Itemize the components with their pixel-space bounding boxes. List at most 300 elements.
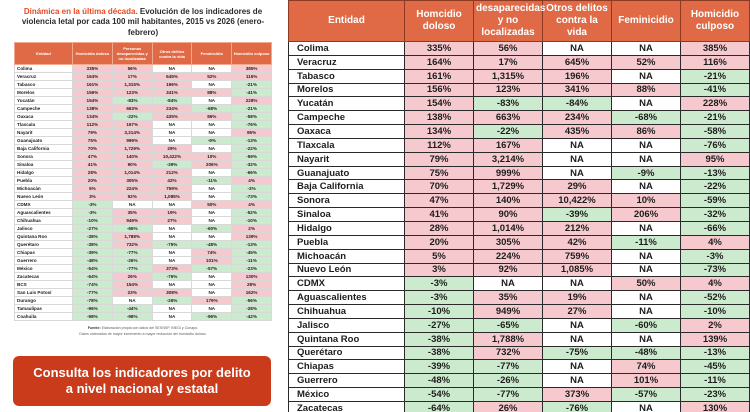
- column-header: Homicidio culposo: [681, 1, 750, 42]
- value-cell: -98%: [112, 313, 152, 321]
- entity-cell: San Luis Potosí: [15, 289, 73, 297]
- value-cell: NA: [192, 217, 232, 225]
- table-row: [15, 233, 272, 241]
- entity-cell: Oaxaca: [15, 113, 73, 121]
- value-cell: 52%: [612, 55, 681, 69]
- value-cell: 123%: [474, 83, 543, 97]
- value-cell: 101%: [192, 257, 232, 265]
- value-cell: 95%: [681, 152, 750, 166]
- value-cell: 732%: [474, 346, 543, 360]
- entity-cell: Querétaro: [15, 241, 73, 249]
- value-cell: 47%: [73, 153, 113, 161]
- entity-cell: Quintana Roo: [15, 233, 73, 241]
- table-row: [15, 105, 272, 113]
- value-cell: 154%: [73, 97, 113, 105]
- table-row: [289, 83, 750, 97]
- table-row: [15, 225, 272, 233]
- value-cell: -26%: [474, 374, 543, 388]
- value-cell: 949%: [474, 305, 543, 319]
- value-cell: 10%: [612, 194, 681, 208]
- value-cell: 88%: [192, 89, 232, 97]
- table-row: [289, 55, 750, 69]
- value-cell: -3%: [73, 201, 113, 209]
- value-cell: 92%: [112, 193, 152, 201]
- value-cell: 5%: [73, 185, 113, 193]
- value-cell: -77%: [112, 249, 152, 257]
- value-cell: 1,315%: [474, 69, 543, 83]
- value-cell: NA: [192, 273, 232, 281]
- table-row: [289, 42, 750, 56]
- value-cell: -64%: [73, 273, 113, 281]
- value-cell: 28%: [232, 281, 272, 289]
- value-cell: -13%: [681, 346, 750, 360]
- table-row: [15, 201, 272, 209]
- value-cell: 179%: [192, 297, 232, 305]
- value-cell: 112%: [405, 138, 474, 152]
- entity-cell: Hidalgo: [289, 221, 405, 235]
- value-cell: NA: [474, 277, 543, 291]
- value-cell: 79%: [405, 152, 474, 166]
- value-cell: 2%: [681, 318, 750, 332]
- value-cell: 23%: [112, 289, 152, 297]
- value-cell: -83%: [112, 97, 152, 105]
- value-cell: 26%: [474, 401, 543, 412]
- value-cell: -22%: [232, 145, 272, 153]
- table-row: [15, 193, 272, 201]
- value-cell: 138%: [73, 105, 113, 113]
- value-cell: 41%: [405, 208, 474, 222]
- value-cell: 228%: [232, 97, 272, 105]
- value-cell: 17%: [112, 73, 152, 81]
- value-cell: -73%: [681, 263, 750, 277]
- value-cell: -3%: [405, 291, 474, 305]
- value-cell: 139%: [681, 332, 750, 346]
- value-cell: -76%: [681, 138, 750, 152]
- value-cell: 4%: [681, 235, 750, 249]
- source-label: Fuente:: [87, 326, 101, 331]
- value-cell: -45%: [681, 360, 750, 374]
- entity-cell: Colima: [15, 65, 73, 73]
- consult-indicators-label: Consulta los indicadores por delito a nivel nacional y estatal: [33, 364, 251, 396]
- value-cell: -38%: [405, 332, 474, 346]
- value-cell: -41%: [232, 89, 272, 97]
- value-cell: 19%: [152, 209, 192, 217]
- table-row: [289, 166, 750, 180]
- table-row: [15, 129, 272, 137]
- value-cell: 341%: [152, 89, 192, 97]
- value-cell: 27%: [152, 217, 192, 225]
- entity-cell: Sinaloa: [15, 161, 73, 169]
- entity-cell: Tamaulipas: [15, 305, 73, 313]
- entity-cell: México: [289, 388, 405, 402]
- table-row: [15, 289, 272, 297]
- table-row: [289, 208, 750, 222]
- value-cell: -27%: [73, 225, 113, 233]
- value-cell: NA: [612, 249, 681, 263]
- entity-cell: Campeche: [15, 105, 73, 113]
- value-cell: 1,315%: [112, 81, 152, 89]
- title-rest: Evolución de los indicadores de violencia letal por cada 100 mil habitantes, 2015 vs 2026 (enero-febrero): [21, 7, 265, 37]
- entity-cell: Nayarit: [289, 152, 405, 166]
- column-header: Entidad: [15, 43, 73, 65]
- value-cell: -48%: [405, 374, 474, 388]
- entity-cell: Colima: [289, 42, 405, 56]
- value-cell: -21%: [681, 111, 750, 125]
- table-zoom-panel: [288, 0, 750, 412]
- table-row: [289, 152, 750, 166]
- value-cell: 1,014%: [474, 221, 543, 235]
- value-cell: NA: [152, 201, 192, 209]
- value-cell: 156%: [73, 89, 113, 97]
- value-cell: 164%: [73, 73, 113, 81]
- value-cell: -13%: [681, 166, 750, 180]
- entity-cell: Nuevo León: [289, 263, 405, 277]
- value-cell: -76%: [152, 273, 192, 281]
- value-cell: 3,214%: [474, 152, 543, 166]
- value-cell: 56%: [474, 42, 543, 56]
- entity-cell: Querétaro: [289, 346, 405, 360]
- value-cell: -68%: [192, 105, 232, 113]
- value-cell: -98%: [73, 313, 113, 321]
- value-cell: NA: [192, 185, 232, 193]
- value-cell: 3%: [73, 193, 113, 201]
- value-cell: -56%: [232, 297, 272, 305]
- value-cell: 28%: [73, 169, 113, 177]
- value-cell: NA: [612, 291, 681, 305]
- entity-cell: Morelos: [15, 89, 73, 97]
- table-row: [289, 125, 750, 139]
- value-cell: 645%: [543, 55, 612, 69]
- value-cell: 41%: [73, 161, 113, 169]
- entity-cell: Michoacán: [289, 249, 405, 263]
- value-cell: NA: [152, 257, 192, 265]
- infographic-title: [12, 7, 274, 38]
- table-row: [15, 65, 272, 73]
- value-cell: 999%: [474, 166, 543, 180]
- value-cell: -59%: [681, 194, 750, 208]
- value-cell: -38%: [73, 233, 113, 241]
- table-row: [15, 73, 272, 81]
- value-cell: NA: [543, 166, 612, 180]
- value-cell: 35%: [112, 209, 152, 217]
- entity-cell: Nuevo León: [15, 193, 73, 201]
- value-cell: 90%: [474, 208, 543, 222]
- value-cell: 645%: [152, 73, 192, 81]
- entity-cell: Zacatecas: [289, 401, 405, 412]
- value-cell: -39%: [152, 161, 192, 169]
- value-cell: -11%: [612, 235, 681, 249]
- table-row: [15, 265, 272, 273]
- entity-cell: Tabasco: [289, 69, 405, 83]
- table-row: [15, 209, 272, 217]
- value-cell: -39%: [405, 360, 474, 374]
- value-cell: 50%: [192, 201, 232, 209]
- entity-cell: Guanajuato: [289, 166, 405, 180]
- value-cell: -11%: [681, 374, 750, 388]
- value-cell: 1,085%: [152, 193, 192, 201]
- value-cell: -41%: [681, 83, 750, 97]
- value-cell: NA: [192, 281, 232, 289]
- value-cell: NA: [152, 249, 192, 257]
- value-cell: 134%: [73, 113, 113, 121]
- table-header: [15, 43, 272, 65]
- value-cell: -21%: [232, 81, 272, 89]
- value-cell: -21%: [681, 69, 750, 83]
- value-cell: -54%: [73, 265, 113, 273]
- value-cell: -60%: [612, 318, 681, 332]
- value-cell: NA: [152, 129, 192, 137]
- entity-cell: Chihuahua: [289, 305, 405, 319]
- value-cell: NA: [612, 305, 681, 319]
- table-row: [15, 145, 272, 153]
- value-cell: 101%: [612, 374, 681, 388]
- value-cell: -77%: [73, 289, 113, 297]
- value-cell: NA: [612, 401, 681, 412]
- value-cell: -10%: [681, 305, 750, 319]
- value-cell: 10,422%: [152, 153, 192, 161]
- table-row: [15, 305, 272, 313]
- column-header: Homicidio doloso: [73, 43, 113, 65]
- value-cell: 759%: [543, 249, 612, 263]
- value-cell: NA: [152, 233, 192, 241]
- value-cell: -23%: [232, 265, 272, 273]
- column-header: Feminicidio: [612, 1, 681, 42]
- table-row: [289, 263, 750, 277]
- entity-cell: Campeche: [289, 111, 405, 125]
- value-cell: -48%: [192, 241, 232, 249]
- value-cell: NA: [192, 121, 232, 129]
- value-cell: NA: [543, 360, 612, 374]
- value-cell: NA: [543, 277, 612, 291]
- value-cell: -76%: [543, 401, 612, 412]
- value-cell: NA: [612, 263, 681, 277]
- table-row: [15, 81, 272, 89]
- value-cell: 162%: [232, 289, 272, 297]
- entity-cell: Coahuila: [15, 313, 73, 321]
- value-cell: 234%: [543, 111, 612, 125]
- value-cell: 154%: [405, 97, 474, 111]
- entity-cell: Jalisco: [289, 318, 405, 332]
- value-cell: NA: [612, 138, 681, 152]
- value-cell: -3%: [73, 209, 113, 217]
- table-header: [289, 1, 750, 42]
- value-cell: 1,729%: [112, 145, 152, 153]
- entity-cell: Zacatecas: [15, 273, 73, 281]
- value-cell: -27%: [405, 318, 474, 332]
- table-row: [15, 97, 272, 105]
- value-cell: 116%: [681, 55, 750, 69]
- table-row: [15, 169, 272, 177]
- column-header: Personas desaparecidas y no localizadas: [112, 43, 152, 65]
- value-cell: -78%: [73, 297, 113, 305]
- value-cell: NA: [192, 193, 232, 201]
- value-cell: -13%: [232, 137, 272, 145]
- value-cell: -44%: [112, 305, 152, 313]
- entity-cell: Baja California: [289, 180, 405, 194]
- value-cell: 86%: [192, 113, 232, 121]
- entity-cell: Chiapas: [15, 249, 73, 257]
- table-row: [289, 138, 750, 152]
- value-cell: NA: [543, 42, 612, 56]
- value-cell: -84%: [152, 97, 192, 105]
- value-cell: NA: [112, 297, 152, 305]
- value-cell: NA: [152, 225, 192, 233]
- value-cell: 373%: [543, 388, 612, 402]
- table-row: [289, 69, 750, 83]
- value-cell: 42%: [543, 235, 612, 249]
- table-row: [15, 241, 272, 249]
- value-cell: 228%: [681, 97, 750, 111]
- value-cell: 308%: [152, 289, 192, 297]
- value-cell: 341%: [543, 83, 612, 97]
- value-cell: 335%: [73, 65, 113, 73]
- value-cell: -60%: [192, 225, 232, 233]
- value-cell: NA: [543, 152, 612, 166]
- table-row: [289, 388, 750, 402]
- value-cell: NA: [152, 305, 192, 313]
- entity-cell: Jalisco: [15, 225, 73, 233]
- entity-cell: Guanajuato: [15, 137, 73, 145]
- entity-cell: Oaxaca: [289, 125, 405, 139]
- table-row: [289, 346, 750, 360]
- value-cell: 305%: [474, 235, 543, 249]
- value-cell: NA: [192, 289, 232, 297]
- entity-cell: Tabasco: [15, 81, 73, 89]
- value-cell: 1,085%: [543, 263, 612, 277]
- value-cell: 1,729%: [474, 180, 543, 194]
- entity-cell: Yucatán: [289, 97, 405, 111]
- table-row: [289, 401, 750, 412]
- value-cell: 4%: [681, 277, 750, 291]
- value-cell: 20%: [73, 177, 113, 185]
- value-cell: NA: [543, 332, 612, 346]
- column-header: Entidad: [289, 1, 405, 42]
- value-cell: 164%: [405, 55, 474, 69]
- value-cell: -9%: [612, 166, 681, 180]
- value-cell: -13%: [232, 241, 272, 249]
- entity-cell: Chiapas: [289, 360, 405, 374]
- value-cell: -3%: [232, 185, 272, 193]
- value-cell: 5%: [405, 249, 474, 263]
- value-cell: 167%: [474, 138, 543, 152]
- value-cell: -39%: [73, 249, 113, 257]
- value-cell: -75%: [543, 346, 612, 360]
- value-cell: -48%: [73, 257, 113, 265]
- value-cell: 74%: [192, 249, 232, 257]
- value-cell: NA: [152, 313, 192, 321]
- value-cell: -22%: [681, 180, 750, 194]
- value-cell: 3%: [405, 263, 474, 277]
- value-cell: -73%: [232, 193, 272, 201]
- table-row: [289, 360, 750, 374]
- value-cell: NA: [612, 221, 681, 235]
- value-cell: 75%: [405, 166, 474, 180]
- value-cell: 206%: [192, 161, 232, 169]
- value-cell: -10%: [232, 217, 272, 225]
- table-row: [289, 318, 750, 332]
- table-row: [15, 257, 272, 265]
- source-line2: Datos ordenados de mayor incremento a mayor reducción del homicidio doloso.: [79, 331, 207, 336]
- value-cell: 29%: [543, 180, 612, 194]
- entity-cell: Sonora: [289, 194, 405, 208]
- value-cell: 206%: [612, 208, 681, 222]
- table-row: [15, 137, 272, 145]
- value-cell: 10,422%: [543, 194, 612, 208]
- value-cell: 3,214%: [112, 129, 152, 137]
- value-cell: NA: [612, 42, 681, 56]
- value-cell: -75%: [152, 241, 192, 249]
- entity-cell: Quintana Roo: [289, 332, 405, 346]
- table-row: [289, 277, 750, 291]
- value-cell: -65%: [112, 225, 152, 233]
- value-cell: -26%: [112, 257, 152, 265]
- value-cell: 140%: [474, 194, 543, 208]
- value-cell: 999%: [112, 137, 152, 145]
- entity-cell: Aguascalientes: [289, 291, 405, 305]
- value-cell: -42%: [232, 313, 272, 321]
- consult-indicators-button[interactable]: [13, 356, 271, 406]
- value-cell: 35%: [474, 291, 543, 305]
- value-cell: NA: [612, 332, 681, 346]
- value-cell: NA: [612, 97, 681, 111]
- value-cell: -39%: [543, 208, 612, 222]
- value-cell: 663%: [474, 111, 543, 125]
- value-cell: 70%: [73, 145, 113, 153]
- table-row: [289, 111, 750, 125]
- value-cell: 663%: [112, 105, 152, 113]
- value-cell: NA: [192, 97, 232, 105]
- value-cell: 949%: [112, 217, 152, 225]
- entity-cell: Chihuahua: [15, 217, 73, 225]
- value-cell: -77%: [112, 265, 152, 273]
- value-cell: -9%: [192, 137, 232, 145]
- value-cell: NA: [543, 138, 612, 152]
- value-cell: NA: [152, 137, 192, 145]
- entity-cell: Sonora: [15, 153, 73, 161]
- value-cell: 156%: [405, 83, 474, 97]
- value-cell: 140%: [112, 153, 152, 161]
- value-cell: 373%: [152, 265, 192, 273]
- value-cell: 50%: [612, 277, 681, 291]
- table-row: [289, 235, 750, 249]
- table-row: [289, 180, 750, 194]
- entity-cell: Yucatán: [15, 97, 73, 105]
- value-cell: -58%: [232, 113, 272, 121]
- value-cell: 17%: [474, 55, 543, 69]
- value-cell: 26%: [112, 273, 152, 281]
- value-cell: -52%: [681, 291, 750, 305]
- value-cell: -66%: [232, 169, 272, 177]
- value-cell: 92%: [474, 263, 543, 277]
- value-cell: 161%: [405, 69, 474, 83]
- table-row: [15, 185, 272, 193]
- table-row: [15, 89, 272, 97]
- value-cell: NA: [152, 281, 192, 289]
- value-cell: NA: [152, 65, 192, 73]
- value-cell: -32%: [232, 161, 272, 169]
- value-cell: -76%: [232, 121, 272, 129]
- value-cell: 1,014%: [112, 169, 152, 177]
- value-cell: -58%: [681, 125, 750, 139]
- value-cell: -11%: [232, 257, 272, 265]
- value-cell: 161%: [73, 81, 113, 89]
- indicators-table-small: [14, 42, 272, 321]
- table-row: [289, 194, 750, 208]
- entity-cell: Veracruz: [15, 73, 73, 81]
- value-cell: -68%: [612, 111, 681, 125]
- entity-cell: Hidalgo: [15, 169, 73, 177]
- column-header: Otros delitos contra la vida: [543, 1, 612, 42]
